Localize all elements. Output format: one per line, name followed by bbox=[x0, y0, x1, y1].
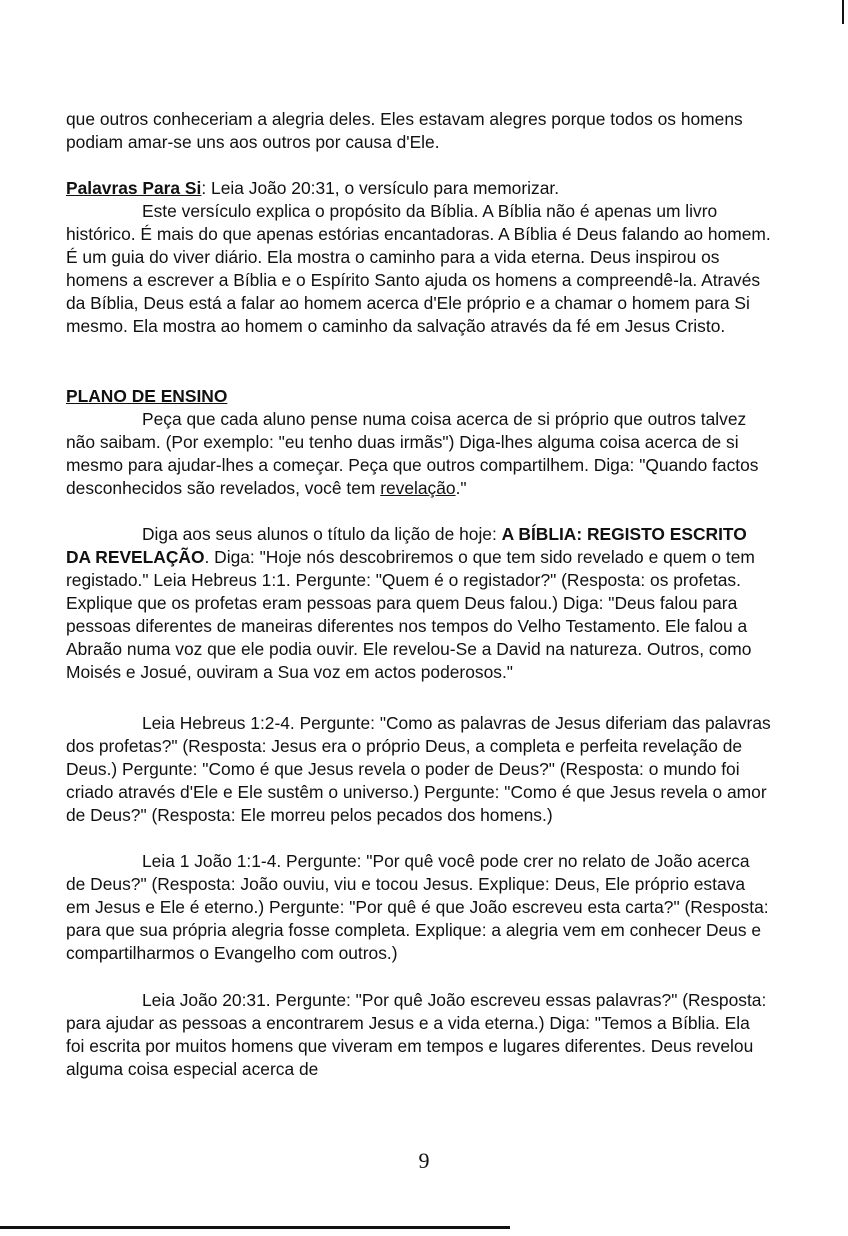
plano-p1-text: Peça que cada aluno pense numa coisa acerca de si próprio que outros talvez não saibam. (Por exemplo: "eu tenho duas irmãs") Diga-lhes alguma coisa acerca de si mesmo para ajudar-lhes a começar. Peça que outros compartilhem. Diga: "Quando factos desconhecidos são revelados, você tem bbox=[66, 409, 759, 498]
palavras-body bbox=[66, 200, 772, 338]
lesson-title: A BÍBLIA: REGISTO ESCRITO DA REVELAÇÃO bbox=[66, 524, 747, 567]
plano-paragraph-3 bbox=[66, 712, 772, 827]
page-number: 9 bbox=[418, 1148, 430, 1173]
intro-text: que outros conheceriam a alegria deles. Eles estavam alegres porque todos os homens podiam amar-se uns aos outros por causa d'Ele. bbox=[66, 109, 743, 152]
plano-p5-text: Leia João 20:31. Pergunte: "Por quê João escreveu essas palavras?" (Resposta: para ajudar as pessoas a encontrarem Jesus e a vida eterna.) Diga: "Temos a Bíblia. Ela foi escrita por muitos homens que viveram em tempos e lugares diferentes. Deus revelou alguma coisa especial acerca de bbox=[66, 990, 767, 1079]
scan-edge-mark bbox=[842, 0, 844, 24]
palavras-heading: Palavras Para Si bbox=[66, 178, 202, 198]
plano-p2-start: Diga aos seus alunos o título da lição de hoje: bbox=[142, 524, 502, 544]
plano-heading-line bbox=[66, 385, 772, 408]
plano-heading: PLANO DE ENSINO bbox=[66, 386, 228, 406]
plano-p1-end: ." bbox=[455, 478, 467, 498]
plano-p2-rest: . Diga: "Hoje nós descobriremos o que tem sido revelado e quem o tem registado." Leia Hebreus 1:1. Pergunte: "Quem é o registador?" (Resposta: os profetas. Explique que os profetas eram pessoas para quem Deus falou.) Diga: "Deus falou para pessoas diferentes de maneiras diferentes nos tempos do Velho Testamento. Ele falou a Abraão numa voz que ele podia ouvir. Ele revelou-Se a David na natureza. Outros, como Moisés e Josué, ouviram a Sua voz em actos poderosos." bbox=[66, 547, 755, 682]
palavras-body-text: Este versículo explica o propósito da Bíblia. A Bíblia não é apenas um livro histórico. É mais do que apenas estórias encantadoras. A Bíblia é Deus falando ao homem. É um guia do viver diário. Ela mostra o caminho para a vida eterna. Deus inspirou os homens a escrever a Bíblia e o Espírito Santo ajuda os homens a compreendê-la. Através da Bíblia, Deus está a falar ao homem acerca d'Ele próprio e a chamar o homem para Si mesmo. Ela mostra ao homem o caminho da salvação através da fé em Jesus Cristo. bbox=[66, 201, 771, 336]
plano-paragraph-2 bbox=[66, 523, 772, 684]
plano-paragraph-1 bbox=[66, 408, 772, 500]
palavras-para-si-line bbox=[66, 177, 772, 200]
scan-bottom-rule bbox=[0, 1226, 510, 1229]
plano-p4-text: Leia 1 João 1:1-4. Pergunte: "Por quê você pode crer no relato de João acerca de Deus?" (Resposta: João ouviu, viu e tocou Jesus. Explique: Deus, Ele próprio estava em Jesus e Ele é eterno.) Pergunte: "Por quê é que João escreveu esta carta?" (Resposta: para que sua própria alegria fosse completa. Explique: a alegria vem em conhecer Deus e compartilharmos o Evangelho com outros.) bbox=[66, 851, 769, 963]
plano-p3-text: Leia Hebreus 1:2-4. Pergunte: "Como as palavras de Jesus diferiam das palavras dos profetas?" (Resposta: Jesus era o próprio Deus, a completa e perfeita revelação de Deus.) Pergunte: "Como é que Jesus revela o poder de Deus?" (Resposta: o mundo foi criado através d'Ele e Ele sustêm o universo.) Pergunte: "Como é que Jesus revela o amor de Deus?" (Resposta: Ele morreu pelos pecados dos homens.) bbox=[66, 713, 771, 825]
plano-paragraph-4 bbox=[66, 850, 772, 965]
intro-paragraph bbox=[66, 108, 772, 154]
plano-paragraph-5 bbox=[66, 989, 772, 1081]
revelacao-term: revelação bbox=[380, 478, 456, 498]
palavras-intro: : Leia João 20:31, o versículo para memorizar. bbox=[201, 178, 560, 198]
